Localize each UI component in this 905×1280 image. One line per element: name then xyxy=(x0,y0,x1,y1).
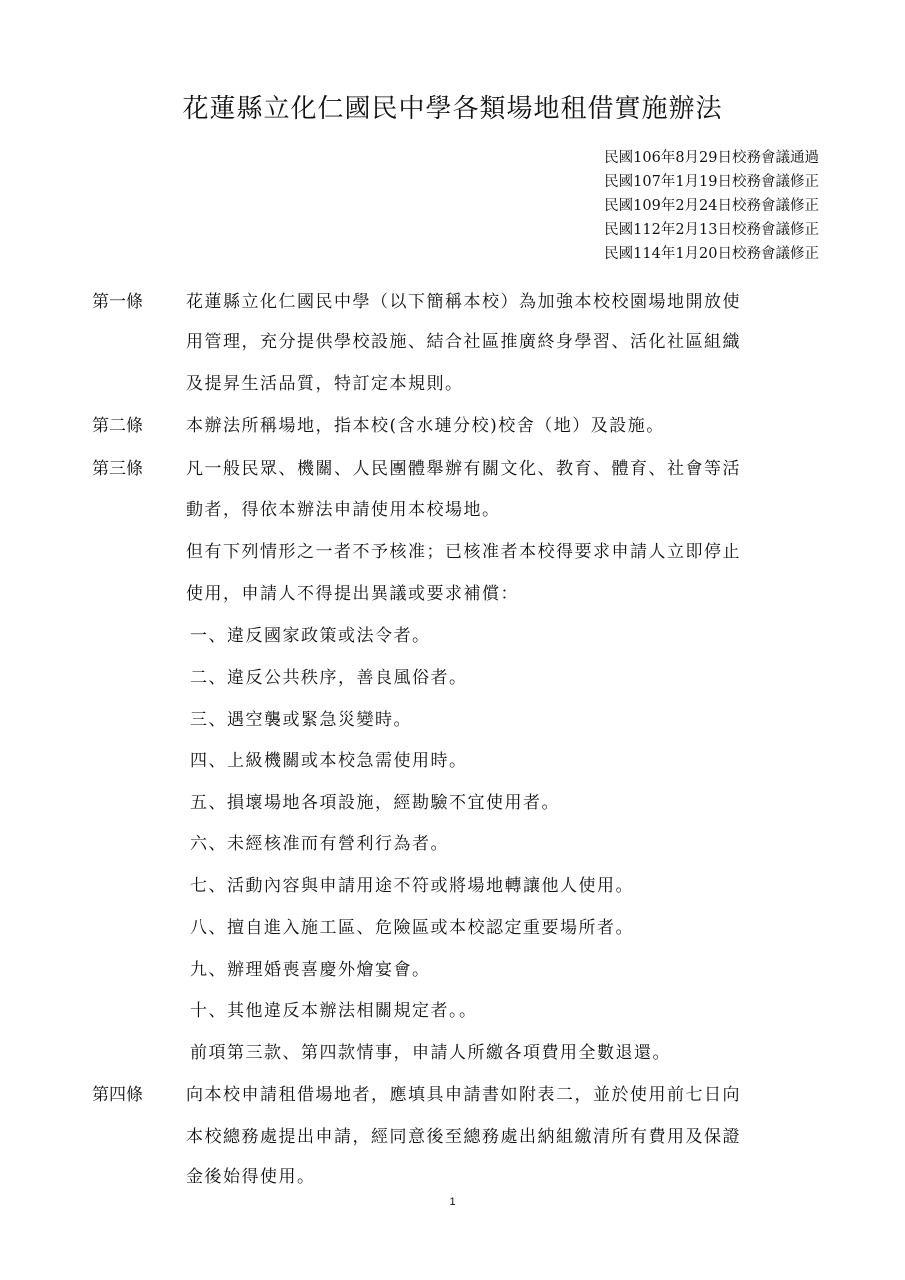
list-item: 四、上級機關或本校急需使用時。 xyxy=(190,751,468,771)
list-item: 二、違反公共秩序，善良風俗者。 xyxy=(190,668,468,688)
list-item: 三、遇空襲或緊急災變時。 xyxy=(190,710,412,730)
list-item: 七、活動內容與申請用途不符或將場地轉讓他人使用。 xyxy=(190,876,634,896)
list-item: 一、違反國家政策或法令者。 xyxy=(190,626,431,646)
revision-line: 民國107年1月19日校務會議修正 xyxy=(604,174,819,190)
article-line: 花蓮縣立化仁國民中學（以下簡稱本校）為加強本校校園場地開放使 xyxy=(186,292,741,312)
article-line: 及提昇生活品質，特訂定本規則。 xyxy=(186,374,464,394)
article-line: 前項第三款、第四款情事，申請人所繳各項費用全數退還。 xyxy=(190,1043,671,1063)
list-item: 六、未經核准而有營利行為者。 xyxy=(190,834,449,854)
article-label: 第三條 xyxy=(92,459,143,479)
article-line: 使用，申請人不得提出異議或要求補償： xyxy=(186,584,519,604)
article-line: 用管理，充分提供學校設施、結合社區推廣終身學習、活化社區組織 xyxy=(186,332,741,352)
article-line: 動者，得依本辦法申請使用本校場地。 xyxy=(186,500,501,520)
document-title: 花蓮縣立化仁國民中學各類場地租借實施辦法 xyxy=(182,94,723,124)
article-label: 第一條 xyxy=(92,292,143,312)
revision-line: 民國112年2月13日校務會議修正 xyxy=(604,222,819,238)
article-line: 凡一般民眾、機關、人民團體舉辦有關文化、教育、體育、社會等活 xyxy=(186,459,741,479)
list-item: 十、其他違反本辦法相關規定者。。 xyxy=(190,1001,478,1021)
article-line: 本辦法所稱場地，指本校(含水璉分校)校舍（地）及設施。 xyxy=(186,416,665,436)
article-line: 向本校申請租借場地者，應填具申請書如附表二，並於使用前七日向 xyxy=(186,1085,741,1105)
list-item: 九、辦理婚喪喜慶外燴宴會。 xyxy=(190,960,431,980)
list-item: 五、損壞場地各項設施，經勘驗不宜使用者。 xyxy=(190,793,560,813)
revision-history xyxy=(604,146,819,266)
list-item: 八、擅自進入施工區、危險區或本校認定重要場所者。 xyxy=(190,918,634,938)
revision-line: 民國114年1月20日校務會議修正 xyxy=(604,246,819,262)
page-number: 1 xyxy=(449,1196,456,1208)
article-line: 金後始得使用。 xyxy=(186,1167,316,1187)
article-label: 第四條 xyxy=(92,1085,143,1105)
revision-line: 民國109年2月24日校務會議修正 xyxy=(604,198,819,214)
article-line: 本校總務處提出申請，經同意後至總務處出納組繳清所有費用及保證 xyxy=(186,1127,741,1147)
revision-line: 民國106年8月29日校務會議通過 xyxy=(604,150,819,166)
article-label: 第二條 xyxy=(92,416,143,436)
article-line: 但有下列情形之一者不予核准；已核准者本校得要求申請人立即停止 xyxy=(186,542,741,562)
